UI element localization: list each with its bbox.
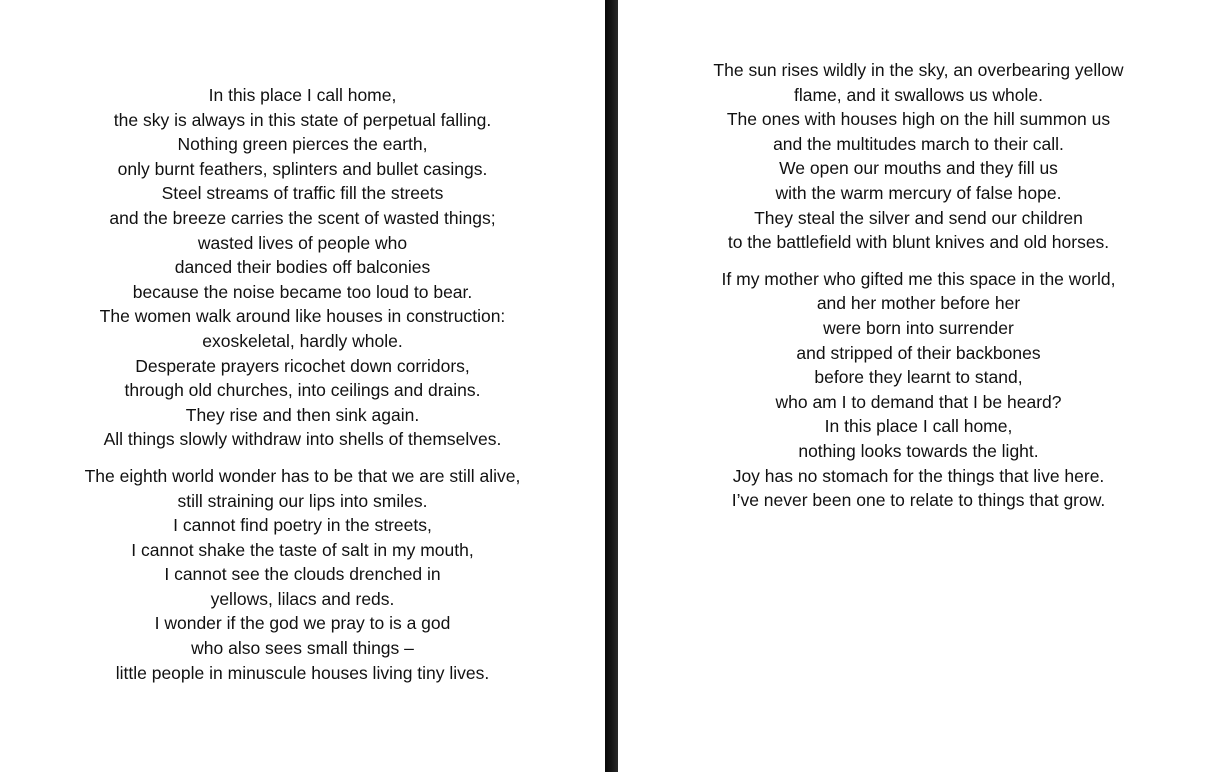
poem-line: nothing looks towards the light. xyxy=(798,440,1039,461)
poem-line: because the noise became too loud to bear. xyxy=(132,281,473,302)
poem-line: They steal the silver and send our children xyxy=(754,207,1083,228)
right-poem xyxy=(618,58,1219,513)
poem-line: and stripped of their backbones xyxy=(796,342,1041,363)
poem-line: The sun rises wildly in the sky, an overbearing yellow xyxy=(713,60,1124,80)
poem-line: only burnt feathers, splinters and bullet casings. xyxy=(117,158,488,179)
poem-line: and the multitudes march to their call. xyxy=(773,133,1064,154)
poem-line: I cannot shake the taste of salt in my mouth, xyxy=(131,539,474,560)
poem-line: with the warm mercury of false hope. xyxy=(775,182,1062,203)
poem-line: Joy has no stomach for the things that live here. xyxy=(732,465,1105,486)
poem-line: danced their bodies off balconies xyxy=(174,257,431,278)
poem-line: Desperate prayers ricochet down corridors, xyxy=(135,355,470,376)
stanza xyxy=(0,464,605,685)
poem-line: I wonder if the god we pray to is a god xyxy=(154,613,451,634)
poem-line: Nothing green pierces the earth, xyxy=(177,134,428,155)
poem-line: flame, and it swallows us whole. xyxy=(794,84,1043,105)
poem-line: I’ve never been one to relate to things that grow. xyxy=(731,490,1106,511)
poem-line: who also sees small things – xyxy=(191,638,414,659)
poem-line: were born into surrender xyxy=(823,317,1014,338)
stanza xyxy=(618,267,1219,513)
right-page xyxy=(618,0,1219,772)
poem-line: The eighth world wonder has to be that we are still alive, xyxy=(84,465,521,486)
poem-line: through old churches, into ceilings and drains. xyxy=(124,380,481,401)
stanza xyxy=(0,83,605,452)
left-page xyxy=(0,0,605,772)
poem-line: Steel streams of traffic fill the streets xyxy=(161,183,444,204)
poem-line: They rise and then sink again. xyxy=(185,404,420,425)
poem-line: In this place I call home, xyxy=(824,416,1013,437)
poem-line: to the battlefield with blunt knives and old horses. xyxy=(727,232,1110,253)
stanza xyxy=(618,58,1219,255)
poem-line: before they learnt to stand, xyxy=(814,367,1023,388)
poem-line: We open our mouths and they fill us xyxy=(779,158,1058,179)
book-gutter xyxy=(605,0,618,772)
poem-line: The ones with houses high on the hill summon us xyxy=(726,109,1111,130)
poem-line: who am I to demand that I be heard? xyxy=(775,391,1062,412)
poem-line: little people in minuscule houses living tiny lives. xyxy=(115,662,490,683)
poem-line: still straining our lips into smiles. xyxy=(177,490,428,511)
poem-line: yellows, lilacs and reds. xyxy=(210,588,395,609)
poem-line: If my mother who gifted me this space in the world, xyxy=(721,268,1116,289)
left-poem xyxy=(0,83,605,685)
poem-line: I cannot see the clouds drenched in xyxy=(164,564,441,585)
poem-line: In this place I call home, xyxy=(208,85,397,105)
poem-line: All things slowly withdraw into shells of themselves. xyxy=(103,429,502,450)
poem-line: the sky is always in this state of perpetual falling. xyxy=(113,109,492,130)
poem-line: I cannot find poetry in the streets, xyxy=(173,515,432,536)
poem-line: exoskeletal, hardly whole. xyxy=(202,330,403,351)
poem-line: and her mother before her xyxy=(816,293,1021,314)
poem-line: wasted lives of people who xyxy=(197,232,408,253)
poem-line: and the breeze carries the scent of wasted things; xyxy=(109,207,496,228)
poem-line: The women walk around like houses in construction: xyxy=(99,306,506,327)
